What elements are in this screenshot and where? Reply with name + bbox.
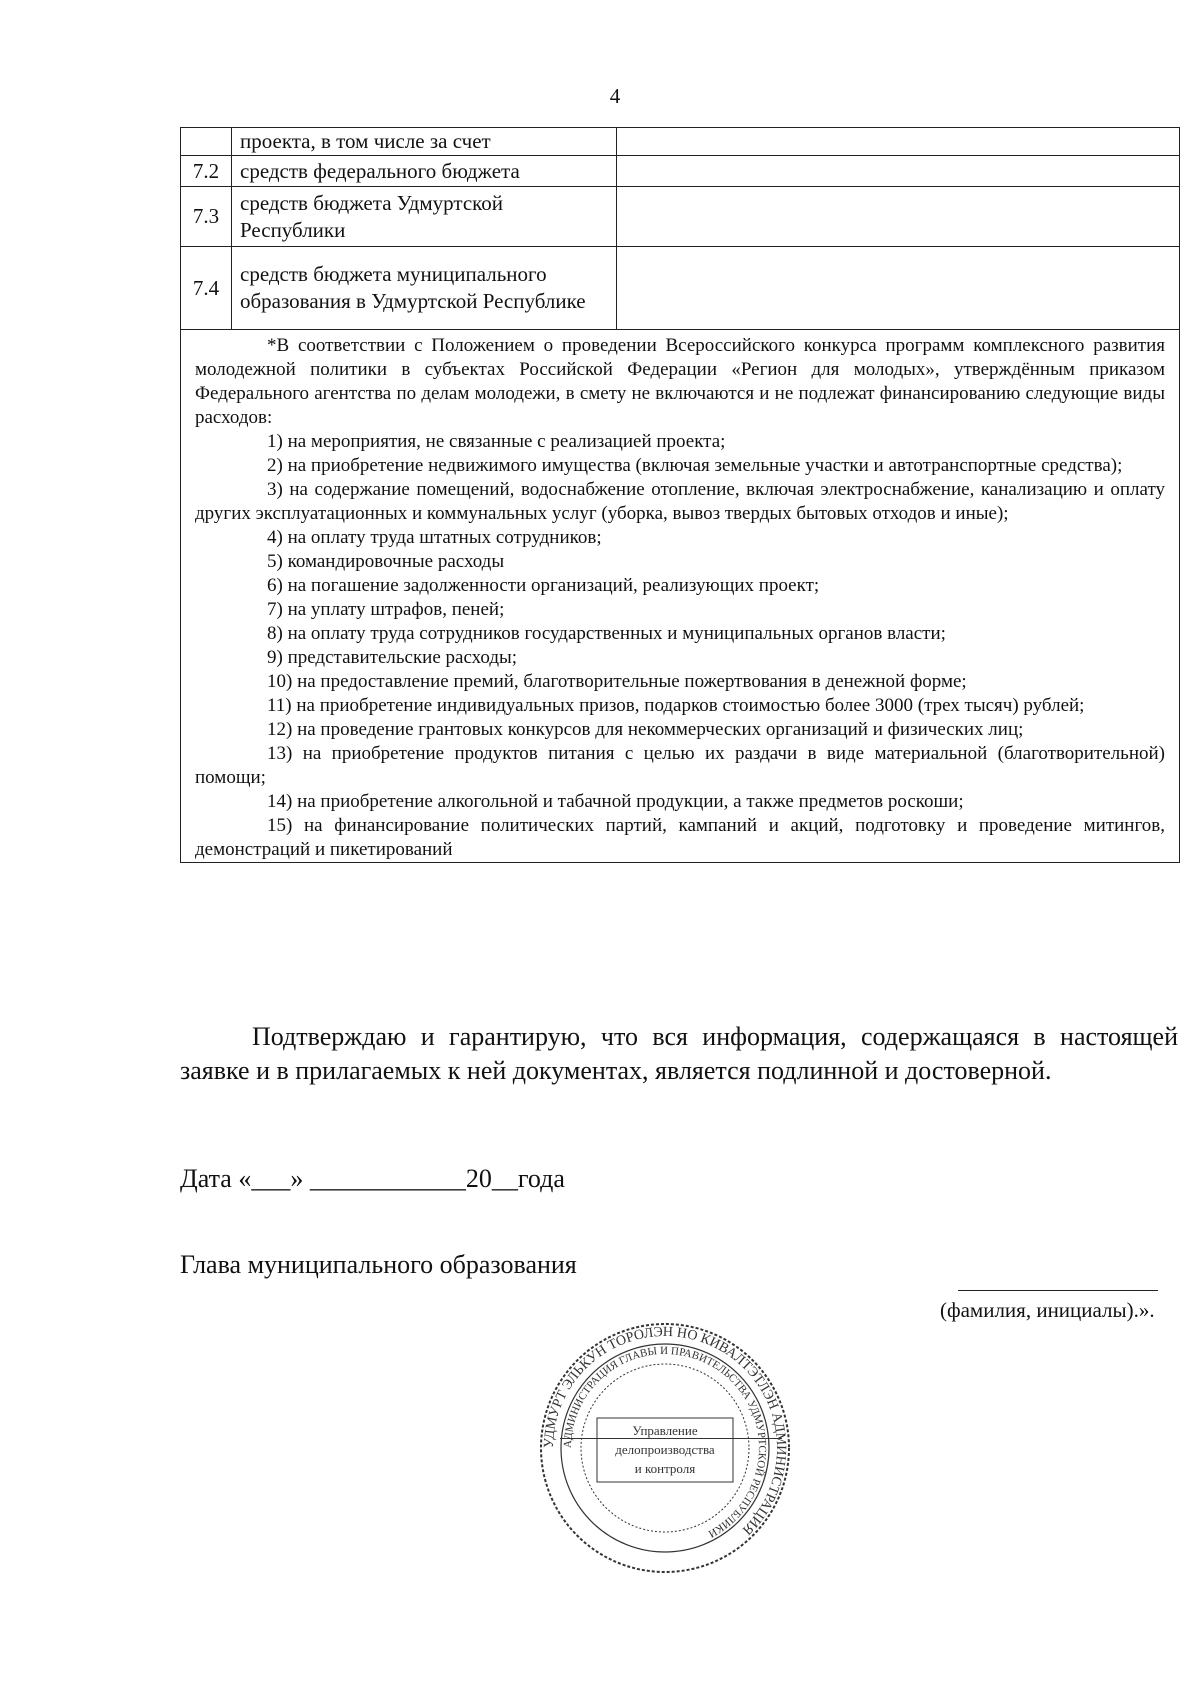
footnote-item: 4) на оплату труда штатных сотрудников;: [267, 527, 602, 548]
row-number: 7.3: [181, 187, 232, 247]
signatory-title: Глава муниципального образования: [180, 1250, 577, 1279]
stamp-center-line: делопроизводства: [615, 1442, 715, 1457]
footnote-item: 14) на приобретение алкогольной и табачной продукции, а также предметов роскоши;: [267, 791, 964, 812]
row-number: [181, 128, 232, 156]
signature-caption: (фамилия, инициалы).».: [940, 1298, 1155, 1322]
date-line: Дата «___» ____________20__года: [180, 1164, 565, 1193]
footnote-item: 5) командировочные расходы: [267, 551, 505, 572]
row-description: средств бюджета Удмуртской Республики: [232, 187, 617, 247]
stamp-center-line: Управление: [632, 1423, 698, 1438]
footnote-item: 13) на приобретение продуктов питания с целью их раздачи в виде материальной (благотворительной) помощи;: [195, 743, 1165, 788]
stamp-outer-text: УДМУРТ ЭЛЬКУН ТОРОЛЭН НО КИВАЛТЭТЛЭН АДМИНИСТРАЦИЯ: [541, 1324, 789, 1538]
stamp-strike-line: [560, 1438, 782, 1439]
row-number: 7.4: [181, 247, 232, 330]
row-value: [617, 128, 1180, 156]
row-description: средств федерального бюджета: [232, 156, 617, 187]
row-number: 7.2: [181, 156, 232, 187]
stamp-center-line: и контроля: [634, 1461, 696, 1476]
footnote-item: 2) на приобретение недвижимого имущества (включая земельные участки и автотранспортные средства);: [267, 455, 1123, 476]
footnote-item: 10) на предоставление премий, благотворительные пожертвования в денежной форме;: [267, 671, 967, 692]
budget-table: [180, 127, 1180, 863]
stamp-inner-text: АДМИНИСТРАЦИЯ ГЛАВЫ И ПРАВИТЕЛЬСТВА УДМУРТСКОЙ РЕСПУБЛИКИ: [561, 1344, 769, 1540]
signature-line: [958, 1290, 1158, 1291]
table-row: [181, 156, 1180, 187]
footnote-item: 15) на финансирование политических партий, кампаний и акций, подготовку и проведение митингов, демонстраций и пикетирований: [195, 815, 1165, 860]
row-value: [617, 247, 1180, 330]
row-description: проекта, в том числе за счет: [232, 128, 617, 156]
table-row: [181, 128, 1180, 156]
footnote-item: 12) на проведение грантовых конкурсов для некоммерческих организаций и физических лиц;: [267, 719, 1024, 740]
row-description: средств бюджета муниципального образования в Удмуртской Республике: [232, 247, 617, 330]
table-row: [181, 187, 1180, 247]
official-stamp: [535, 1318, 795, 1578]
footnote-row: [181, 330, 1180, 863]
footnote-item: 7) на уплату штрафов, пеней;: [267, 599, 505, 620]
table-row: [181, 247, 1180, 330]
guarantee-statement: Подтверждаю и гарантирую, что вся информация, содержащаяся в настоящей заявке и в прилагаемых к ней документах, является подлинной и достоверной.: [180, 1022, 1178, 1085]
footnote-item: 6) на погашение задолженности организаций, реализующих проект;: [267, 575, 820, 596]
footnote-item: 11) на приобретение индивидуальных призов, подарков стоимостью более 3000 (трех тысяч) рублей;: [267, 695, 1085, 716]
row-value: [617, 156, 1180, 187]
footnote-cell: [181, 330, 1180, 863]
footnote-item: 8) на оплату труда сотрудников государственных и муниципальных органов власти;: [267, 623, 946, 644]
footnote-intro: *В соответствии с Положением о проведении Всероссийского конкурса программ комплексного развития молодежной политики в субъектах Российской Федерации «Регион для молодых», утверждённым приказом Федерального агентства по делам молодежи, в смету не включаются и не подлежат финансированию следующие виды расходов:: [195, 335, 1165, 428]
footnote-item: 3) на содержание помещений, водоснабжение отопление, включая электроснабжение, канализацию и оплату других эксплуатационных и коммунальных услуг (уборка, вывоз твердых бытовых отходов и иные);: [195, 479, 1165, 524]
footnote-item: 1) на мероприятия, не связанные с реализацией проекта;: [267, 431, 726, 452]
page-number: 4: [609, 84, 621, 108]
footnote-item: 9) представительские расходы;: [267, 647, 518, 668]
row-value: [617, 187, 1180, 247]
